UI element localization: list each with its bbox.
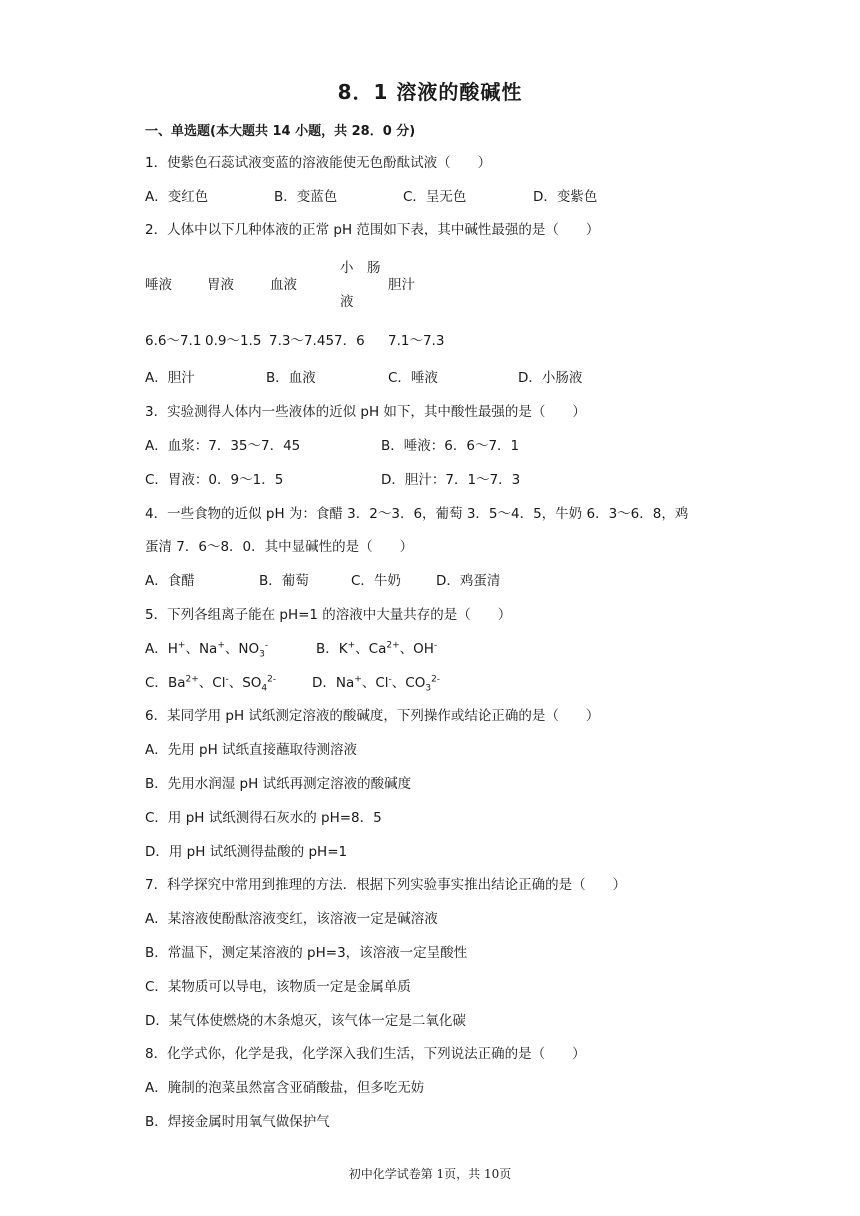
question-3-option-c: C．胃液：0．9～1．5: [145, 472, 284, 488]
ion-charge: 2-: [267, 674, 277, 685]
ion-charge: +: [347, 640, 356, 651]
ion-charge: -: [433, 640, 438, 651]
table-header-saliva: 唾液: [145, 277, 172, 293]
ion-na: Na: [198, 641, 218, 657]
ion-charge: -: [388, 674, 392, 685]
question-6-option-a: A．先用 pH 试纸直接蘸取待测溶液: [145, 742, 358, 758]
question-4-stem-continued: 蛋清 7．6～8．0．其中显碱性的是（ ）: [145, 539, 414, 555]
question-6-option-b: B．先用水润湿 pH 试纸再测定溶液的酸碱度: [145, 776, 412, 792]
table-header-intestinal-2: 液: [340, 294, 354, 310]
ion-co3: CO: [405, 675, 426, 691]
ion-ca: Ca: [368, 641, 387, 657]
table-value-blood: 7.3～7.45: [269, 333, 335, 349]
question-8-stem: 8．化学式你，化学是我，化学深入我们生活，下列说法正确的是（ ）: [145, 1046, 586, 1062]
separator: 、: [399, 641, 414, 657]
ion-charge: +: [177, 640, 186, 651]
question-2-option-b: B．血液: [266, 370, 316, 386]
question-4-option-a: A．食醋: [145, 573, 195, 589]
table-header-gastric: 胃液: [207, 277, 234, 293]
table-value-gastric: 0.9～1.5: [205, 333, 262, 349]
question-3-stem: 3．实验测得人体内一些液体的近似 pH 如下，其中酸性最强的是（ ）: [145, 404, 586, 420]
question-7-option-a: A．某溶液使酚酞溶液变红，该溶液一定是碱溶液: [145, 911, 438, 927]
ion-charge: 2+: [185, 674, 199, 685]
ion-subscript: 3: [259, 649, 265, 660]
option-label: A．: [145, 641, 168, 657]
ion-na: Na: [335, 675, 355, 691]
question-5-option-c: [145, 671, 277, 694]
question-6-option-d: D．用 pH 试纸测得盐酸的 pH=1: [145, 844, 348, 860]
ion-charge: 2-: [431, 674, 441, 685]
separator: 、: [391, 675, 406, 691]
question-2-option-c: C．唾液: [388, 370, 438, 386]
ion-oh: OH: [413, 641, 434, 657]
page-title: 8．1 溶液的酸碱性: [337, 80, 523, 104]
ion-cl: Cl: [212, 675, 226, 691]
question-2-option-a: A．胆汁: [145, 370, 195, 386]
question-7-option-d: D．某气体使燃烧的木条熄灭，该气体一定是二氧化碳: [145, 1013, 466, 1029]
question-2-stem: 2．人体中以下几种体液的正常 pH 范围如下表，其中碱性最强的是（ ）: [145, 222, 600, 238]
ion-charge: +: [217, 640, 225, 651]
ion-subscript: 3: [425, 683, 432, 694]
ion-charge: -: [225, 674, 229, 685]
question-5-stem: 5．下列各组离子能在 pH=1 的溶液中大量共存的是（ ）: [145, 607, 512, 623]
question-8-option-b: B．焊接金属时用氧气做保护气: [145, 1114, 330, 1130]
separator: 、: [355, 641, 369, 657]
question-4-stem: 4．一些食物的近似 pH 为：食醋 3．2～3．6，葡萄 3．5～4．5，牛奶 6．3～6．8，鸡: [145, 506, 689, 522]
separator: 、: [185, 641, 199, 657]
question-7-option-b: B．常温下，测定某溶液的 pH=3，该溶液一定呈酸性: [145, 945, 468, 961]
ion-subscript: 4: [261, 683, 268, 694]
question-4-option-b: B．葡萄: [259, 573, 309, 589]
ion-h: H: [167, 641, 178, 657]
question-4-option-c: C．牛奶: [351, 573, 401, 589]
separator: 、: [228, 675, 243, 691]
question-7-option-c: C．某物质可以导电，该物质一定是金属单质: [145, 979, 411, 995]
question-7-stem: 7．科学探究中常用到推理的方法．根据下列实验事实推出结论正确的是（ ）: [145, 877, 627, 893]
table-header-bile: 胆汁: [388, 277, 415, 293]
question-6-stem: 6．某同学用 pH 试纸测定溶液的酸碱度，下列操作或结论正确的是（ ）: [145, 708, 600, 724]
option-label: C．: [145, 675, 168, 691]
table-header-intestinal: 小 肠: [340, 260, 381, 276]
separator: 、: [198, 675, 213, 691]
question-2-option-d: D．小肠液: [518, 370, 583, 386]
question-4-option-d: D．鸡蛋清: [436, 573, 501, 589]
page-footer: 初中化学试卷第 1页，共 10页: [348, 1167, 512, 1181]
question-3-option-a: A．血浆：7．35～7．45: [145, 438, 301, 454]
table-value-saliva: 6.6～7.1: [145, 333, 202, 349]
ion-cl: Cl: [375, 675, 389, 691]
question-5-option-d: [312, 671, 441, 694]
question-1-option-d: D．变紫色: [533, 189, 598, 205]
question-1-option-a: A．变红色: [145, 189, 209, 205]
option-label: B．: [316, 641, 339, 657]
question-8-option-a: A．腌制的泡菜虽然富含亚硝酸盐，但多吃无妨: [145, 1080, 425, 1096]
separator: 、: [361, 675, 376, 691]
question-1-option-b: B．变蓝色: [274, 189, 338, 205]
option-label: D．: [312, 675, 336, 691]
ion-charge: -: [264, 640, 269, 651]
separator: 、: [224, 641, 239, 657]
ion-no3: NO: [238, 641, 260, 657]
question-1-option-c: C．呈无色: [403, 189, 467, 205]
question-3-option-d: D．胆汁：7．1～7．3: [381, 472, 521, 488]
question-1-stem: 1．使紫色石蕊试液变蓝的溶液能使无色酚酞试液（ ）: [145, 155, 492, 171]
table-header-blood: 血液: [270, 277, 297, 293]
table-value-bile: 7.1～7.3: [388, 333, 445, 349]
ion-so4: SO: [242, 675, 262, 691]
ion-ba: Ba: [167, 675, 186, 691]
ion-charge: 2+: [386, 640, 400, 651]
ion-charge: +: [354, 674, 362, 685]
section-heading: 一、单选题(本大题共 14 小题，共 28．0 分): [145, 124, 416, 139]
table-value-intestinal: 7．6: [334, 333, 365, 349]
question-3-option-b: B．唾液：6．6～7．1: [381, 438, 520, 454]
question-6-option-c: C．用 pH 试纸测得石灰水的 pH=8．5: [145, 810, 382, 826]
ion-k: K: [338, 641, 348, 657]
question-5-option-b: [316, 637, 437, 657]
question-5-option-a: [145, 637, 269, 660]
